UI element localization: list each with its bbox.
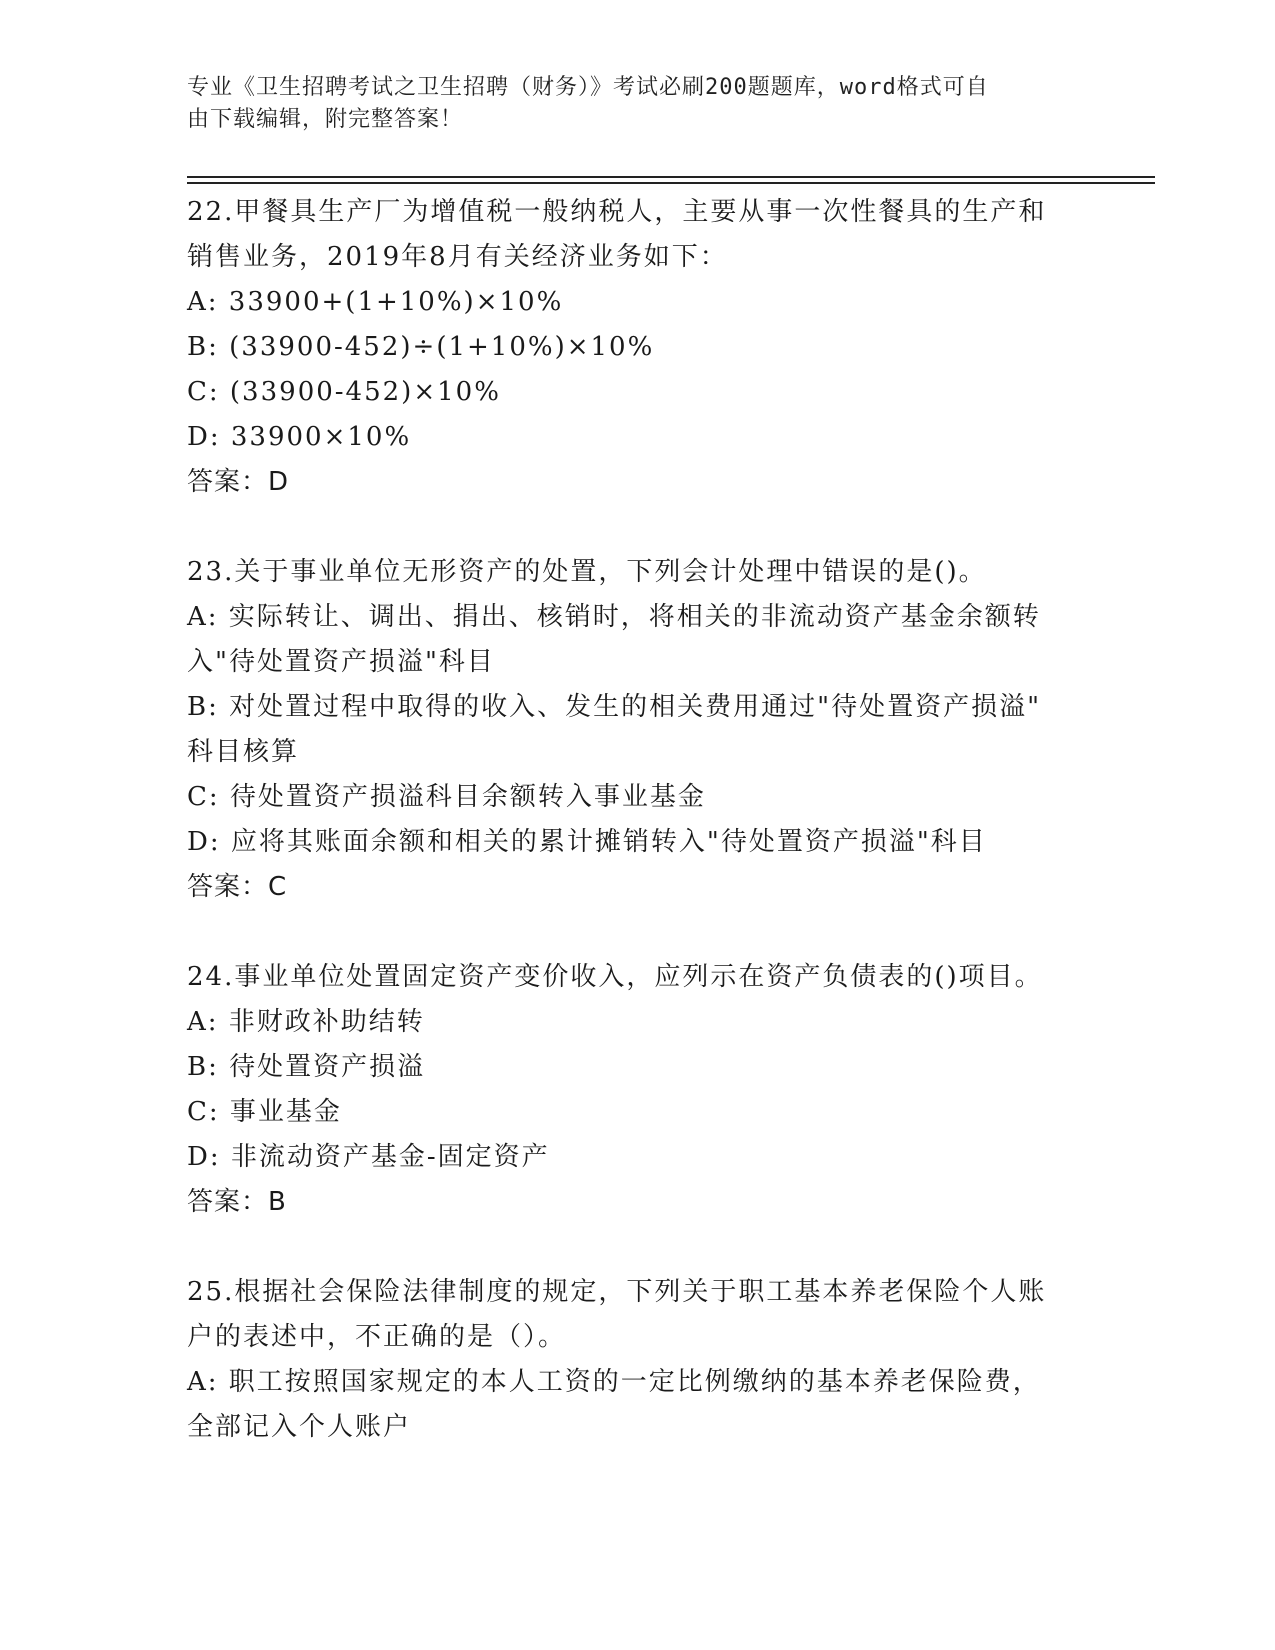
- option-b: B: (33900-452)÷(1+10%)×10%: [187, 332, 655, 362]
- question-25: [187, 1270, 1087, 1450]
- question-stem: 户的表述中，不正确的是（）。: [187, 1322, 567, 1352]
- option-a-continued: 入"待处置资产损溢"科目: [187, 647, 495, 677]
- question-list: [187, 190, 1087, 1450]
- option-a-continued: 全部记入个人账户: [187, 1412, 412, 1442]
- answer: 答案：D: [187, 467, 290, 497]
- option-a: A: 职工按照国家规定的本人工资的一定比例缴纳的基本养老保险费，: [187, 1367, 1041, 1397]
- question-stem: 24.事业单位处置固定资产变价收入，应列示在资产负债表的()项目。: [187, 962, 1043, 992]
- option-d: D: 应将其账面余额和相关的累计摊销转入"待处置资产损溢"科目: [187, 827, 987, 857]
- question-24: [187, 955, 1087, 1225]
- question-22: [187, 190, 1087, 505]
- option-b-continued: 科目核算: [187, 737, 300, 767]
- option-d: D: 非流动资产基金-固定资产: [187, 1142, 550, 1172]
- answer: 答案：C: [187, 872, 288, 902]
- option-b: B: 对处置过程中取得的收入、发生的相关费用通过"待处置资产损溢": [187, 692, 1042, 722]
- document-header: [187, 72, 1087, 136]
- header-line-1: 专业《卫生招聘考试之卫生招聘（财务）》考试必刷200题题库，word格式可自: [187, 75, 989, 100]
- question-stem: 23.关于事业单位无形资产的处置，下列会计处理中错误的是()。: [187, 557, 987, 587]
- option-c: C: 事业基金: [187, 1097, 342, 1127]
- question-stem: 销售业务，2019年8月有关经济业务如下：: [187, 242, 728, 272]
- option-c: C: (33900-452)×10%: [187, 377, 501, 407]
- option-b: B: 待处置资产损溢: [187, 1052, 426, 1082]
- option-a: A: 33900+(1+10%)×10%: [187, 287, 564, 317]
- header-divider-top: [187, 176, 1155, 178]
- option-c: C: 待处置资产损溢科目余额转入事业基金: [187, 782, 706, 812]
- option-d: D: 33900×10%: [187, 422, 412, 452]
- header-line-2: 由下载编辑，附完整答案！: [187, 107, 464, 132]
- question-stem: 25.根据社会保险法律制度的规定，下列关于职工基本养老保险个人账: [187, 1277, 1047, 1307]
- option-a: A: 非财政补助结转: [187, 1007, 425, 1037]
- question-23: [187, 550, 1087, 910]
- option-a: A: 实际转让、调出、捐出、核销时，将相关的非流动资产基金余额转: [187, 602, 1041, 632]
- header-divider-bottom: [187, 182, 1155, 184]
- answer: 答案：B: [187, 1187, 287, 1217]
- question-stem: 22.甲餐具生产厂为增值税一般纳税人，主要从事一次性餐具的生产和: [187, 197, 1047, 227]
